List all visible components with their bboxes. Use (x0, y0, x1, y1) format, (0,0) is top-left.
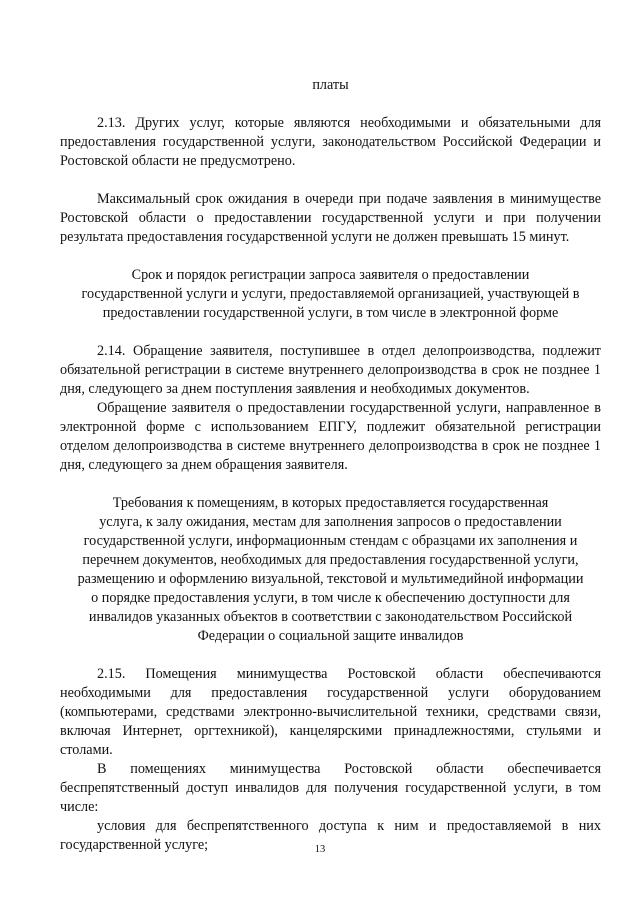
heading-premises (60, 494, 601, 646)
spacer (60, 171, 601, 190)
paragraph-2-14-electronic: Обращение заявителя о предоставлении государственной услуги, направленное в электронной форме с использованием ЕПГУ, подлежит обязательной регистрации отделом делопроизводства в системе внутреннего делопроизводства в срок не позднее 1 дня, следующего за днем обращения заявителя. (60, 400, 601, 473)
heading-premises-line: Федерации о социальной защите инвалидов (197, 628, 464, 644)
heading-premises-line: инвалидов указанных объектов в соответствии с законодательством Российской (88, 609, 573, 625)
paragraph-2-14: 2.14. Обращение заявителя, поступившее в отдел делопроизводства, подлежит обязательной регистрации в системе внутреннего делопроизводства в срок не позднее 1 дня, следующего за днем поступления заявления и необходимых документов. (60, 343, 601, 397)
heading-premises-line: Требования к помещениям, в которых предоставляется государственная (112, 495, 549, 511)
heading-registration-line: Срок и порядок регистрации запроса заявителя о предоставлении (131, 267, 530, 283)
continuation-word: платы (312, 77, 349, 93)
spacer (60, 95, 601, 114)
document-page (60, 76, 601, 855)
spacer (60, 646, 601, 665)
heading-registration-line: государственной услуги и услуги, предоставляемой организацией, участвующей в (81, 286, 580, 302)
spacer (60, 323, 601, 342)
heading-registration-line: предоставлении государственной услуги, в том числе в электронной форме (102, 305, 559, 321)
paragraph-2-13: 2.13. Других услуг, которые являются необходимыми и обязательными для предоставления государственной услуги, законодательством Российской Федерации и Ростовской области не предусмотрено. (60, 115, 601, 169)
heading-premises-line: перечнем документов, необходимых для предоставления государственной услуги, (82, 552, 579, 568)
spacer (60, 247, 601, 266)
heading-premises-line: услуга, к залу ожидания, местам для заполнения запросов о предоставлении (99, 514, 562, 530)
heading-premises-line: о порядке предоставления услуги, в том числе к обеспечению доступности для (91, 590, 570, 606)
paragraph-2-15-conditions: условия для беспрепятственного доступа к ним и предоставляемой в них государственной услуге; (60, 818, 601, 853)
page-number: 13 (314, 844, 326, 855)
paragraph-waiting-time: Максимальный срок ожидания в очереди при подаче заявления в минимуществе Ростовской области о предоставлении государственной услуги и при получении результата предоставления государственной услуги не должен превышать 15 минут. (60, 191, 601, 245)
paragraph-2-15-access: В помещениях минимущества Ростовской области обеспечивается беспрепятственный доступ инвалидов для получения государственной услуги, в том числе: (60, 761, 601, 815)
heading-registration (60, 266, 601, 323)
heading-premises-line: государственной услуги, информационным стендам с образцами их заполнения и (83, 533, 578, 549)
spacer (60, 475, 601, 494)
heading-premises-line: размещению и оформлению визуальной, текстовой и мультимедийной информации (77, 571, 584, 587)
paragraph-2-15: 2.15. Помещения минимущества Ростовской области обеспечиваются необходимыми для предоставления государственной услуги оборудованием (компьютерами, средствами электронно-вычислительной техники, средствами связи, включая Интернет, оргтехникой), канцелярскими принадлежностями, стульями и столами. (60, 666, 601, 758)
